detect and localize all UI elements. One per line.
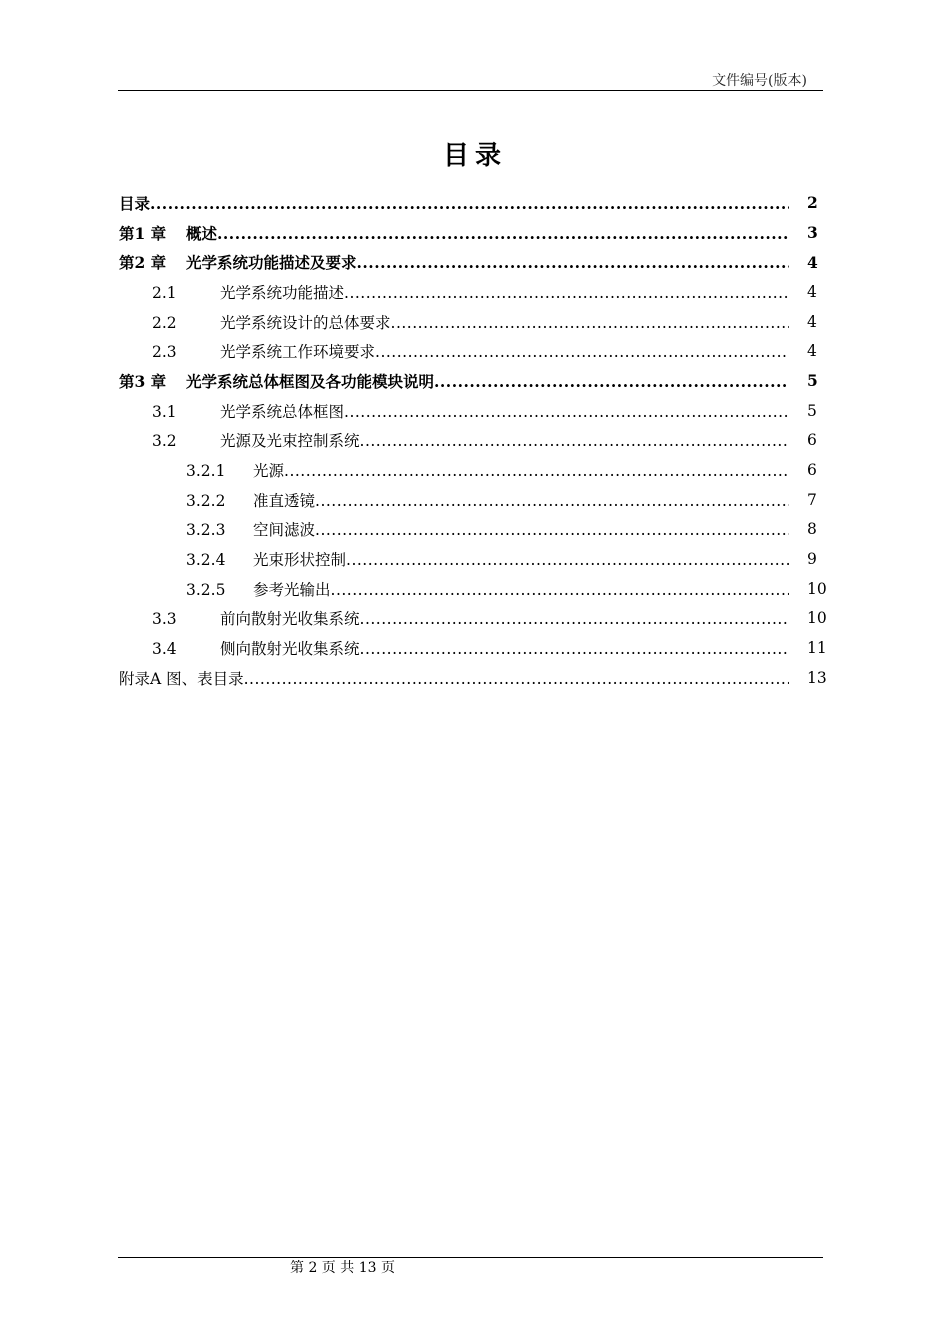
header-divider [118, 90, 823, 91]
toc-entry-page: 4 [807, 282, 817, 301]
toc-entry-number: 3.2.2 [186, 491, 226, 510]
toc-entry-leader [186, 459, 789, 481]
toc-entry-leader [186, 548, 789, 570]
dot-leader [244, 670, 789, 688]
toc-entry-leader [152, 281, 789, 303]
toc-entry[interactable] [119, 218, 824, 248]
dot-leader [360, 432, 789, 450]
dot-leader [375, 343, 789, 361]
toc-entry-number: 2.2 [152, 313, 177, 332]
toc-entry-leader [186, 518, 789, 540]
toc-entry-page: 4 [807, 342, 817, 361]
toc-entry-number: 3.3 [152, 610, 177, 629]
toc-entry-title: 准直透镜 [253, 491, 316, 510]
toc-entry-number: 3.2.5 [186, 580, 226, 599]
toc-entry-page: 8 [807, 520, 817, 539]
dot-leader [360, 610, 789, 628]
toc-entry-page: 2 [807, 193, 818, 213]
toc-entry-leader [186, 578, 789, 600]
toc-entry-number: 3.1 [152, 402, 177, 421]
dot-leader [284, 462, 789, 480]
toc-entry-leader [119, 251, 789, 273]
toc-entry-leader [119, 192, 789, 214]
toc-entry-title: 光源及光束控制系统 [220, 432, 360, 451]
toc-entry[interactable] [119, 544, 824, 574]
toc-entry-number: 2.1 [152, 283, 177, 302]
toc-entry-number: 3.4 [152, 640, 177, 659]
toc-entry-page: 9 [807, 550, 817, 569]
toc-entry[interactable] [119, 663, 827, 693]
toc-entry-leader [152, 429, 789, 451]
toc-entry-title: 参考光输出 [253, 580, 331, 599]
toc-entry[interactable] [119, 515, 824, 545]
dot-leader [217, 224, 789, 243]
dot-leader [344, 284, 789, 302]
toc-entry-title: 光学系统总体框图及各功能模块说明 [186, 371, 435, 391]
toc-entry-leader [186, 489, 789, 511]
toc-entry[interactable] [119, 633, 827, 663]
toc-entry-title: 侧向散射光收集系统 [220, 640, 360, 659]
toc-entry-page: 6 [807, 461, 817, 480]
toc-entry[interactable] [119, 604, 827, 634]
dot-leader [391, 314, 789, 332]
toc-entry-number: 3.2.4 [186, 551, 226, 570]
toc-entry-page: 3 [807, 223, 818, 243]
dot-leader [315, 492, 789, 510]
document-id-header: 文件编号(版本) [712, 73, 807, 89]
dot-leader [434, 372, 789, 391]
toc-entry[interactable] [119, 336, 824, 366]
dot-leader [357, 253, 789, 272]
toc-entry-title: 光学系统功能描述 [220, 283, 345, 302]
toc-entry-page: 10 [807, 609, 827, 628]
page-title: 目录 [442, 141, 507, 171]
toc-entry[interactable] [119, 426, 824, 456]
toc-entry-title: 光学系统设计的总体要求 [220, 313, 391, 332]
toc-entry-page: 4 [807, 252, 818, 272]
toc-entry-page: 5 [807, 401, 817, 420]
toc-entry-title: 光束形状控制 [253, 551, 347, 570]
toc-entry-title: 目录 [119, 193, 151, 213]
toc-entry-number: 第3 章 [119, 371, 167, 391]
dot-leader [150, 194, 789, 213]
toc-entry[interactable] [119, 455, 824, 485]
dot-leader [331, 581, 789, 599]
toc-entry-page: 6 [807, 431, 817, 450]
toc-entry-title: 光学系统功能描述及要求 [186, 253, 357, 273]
toc-entry-page: 11 [807, 639, 827, 658]
toc-entry[interactable] [119, 366, 824, 396]
toc-entry[interactable] [119, 485, 824, 515]
dot-leader [315, 521, 789, 539]
toc-entry-leader [119, 667, 789, 689]
table-of-contents [119, 188, 827, 693]
toc-entry[interactable] [119, 574, 827, 604]
toc-entry[interactable] [119, 396, 824, 426]
dot-leader [344, 403, 789, 421]
toc-entry-title: 光学系统总体框图 [220, 402, 345, 421]
toc-entry-title: 光学系统工作环境要求 [220, 343, 376, 362]
toc-entry-title: 附录A 图、表目录 [119, 669, 244, 688]
toc-entry-number: 第2 章 [119, 253, 167, 273]
toc-entry-number: 3.2 [152, 432, 177, 451]
toc-entry-page: 5 [807, 371, 818, 391]
toc-entry-page: 7 [807, 490, 817, 509]
footer-divider [118, 1257, 823, 1258]
toc-entry-leader [119, 222, 789, 244]
toc-entry-number: 3.2.1 [186, 462, 226, 481]
toc-entry-leader [152, 311, 789, 333]
toc-entry-page: 13 [807, 668, 827, 687]
toc-entry-leader [152, 607, 789, 629]
page-number-footer: 第 2 页 共 13 页 [290, 1260, 395, 1276]
toc-entry-number: 2.3 [152, 343, 177, 362]
toc-entry-title: 光源 [253, 462, 285, 481]
toc-entry[interactable] [119, 307, 824, 337]
toc-entry-title: 前向散射光收集系统 [220, 610, 360, 629]
toc-entry-leader [152, 340, 789, 362]
toc-entry-page: 10 [807, 579, 827, 598]
toc-entry[interactable] [119, 247, 824, 277]
toc-entry-page: 4 [807, 312, 817, 331]
toc-entry[interactable] [119, 277, 824, 307]
toc-entry-title: 空间滤波 [253, 521, 316, 540]
toc-entry-leader [152, 400, 789, 422]
toc-entry-number: 第1 章 [119, 223, 167, 243]
toc-entry[interactable] [119, 188, 824, 218]
toc-entry-leader [152, 637, 789, 659]
dot-leader [346, 551, 789, 569]
toc-entry-leader [119, 370, 789, 392]
dot-leader [360, 640, 789, 658]
toc-entry-number: 3.2.3 [186, 521, 226, 540]
toc-entry-title: 概述 [186, 223, 218, 243]
